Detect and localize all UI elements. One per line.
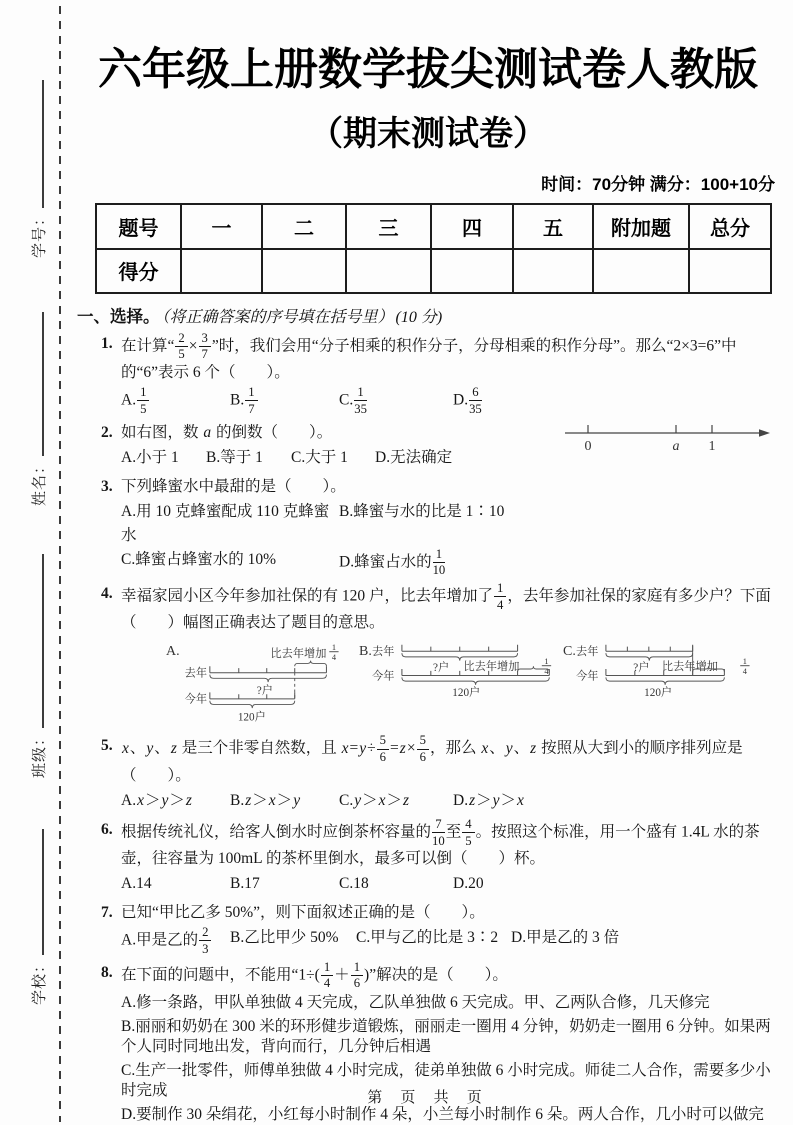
option: D.甲是乙的 3 倍	[511, 929, 620, 947]
section-heading-title: 一、选择。	[77, 306, 160, 326]
option: C.生产一批零件，师傅单独做 4 小时完成，徒弟单独做 6 小时完成。师徒二人合作，需要多少小时完成	[121, 1061, 771, 1100]
math-variable: z	[530, 739, 537, 757]
number-line-figure	[563, 417, 777, 463]
option: B.丽丽和奶奶在 300 米的环形健步道锻炼，丽丽走一圈用 4 分钟，奶奶走一圈用 6 分钟。如果两个人同时同地出发，背向而行，几分钟后相遇	[121, 1017, 771, 1056]
math-variable: y	[354, 791, 362, 809]
fraction-denominator: 4	[323, 976, 331, 991]
option: D. $\frac{6}{35}$	[453, 385, 482, 416]
diagram-label: 4	[743, 667, 748, 677]
question-body: 幸福家园小区今年参加社保的有 120 户，比去年增加了 $\frac{1}{4}$ ，去年参加社保的家庭有多少户？下面（ ）幅图正确表达了题目的意思。	[121, 581, 771, 632]
question	[75, 818, 777, 896]
diagram-label: 120户	[452, 687, 481, 700]
option-row	[121, 386, 777, 415]
fraction-numerator: 7	[432, 818, 445, 833]
diagram-label: 120户	[644, 687, 673, 700]
fraction	[432, 548, 447, 577]
score-table-blank-cell	[262, 249, 346, 293]
option: B.蜂蜜与水的比是 1∶10	[339, 502, 505, 520]
fraction	[174, 332, 188, 361]
fraction-denominator: 4	[497, 597, 504, 612]
diagram-label: ?户	[633, 662, 650, 675]
fraction-numerator: 1	[494, 582, 506, 597]
score-table-blank-cell	[431, 249, 513, 293]
math-variable: a	[203, 423, 212, 441]
fraction-denominator: 3	[202, 941, 209, 956]
fraction-denominator: 35	[354, 401, 367, 416]
fraction	[198, 332, 212, 361]
question-number: 5.	[101, 737, 113, 755]
fraction	[136, 386, 150, 415]
diagram-label: C.	[563, 644, 577, 660]
sidebar-field-label: 姓名：	[32, 457, 48, 506]
sidebar-field-class	[29, 554, 51, 778]
tape-diagram-b	[359, 637, 563, 729]
diagram-label: 去年	[576, 646, 599, 659]
question-number: 6.	[101, 820, 113, 838]
diagram-label: ?户	[256, 685, 273, 698]
fraction-denominator: 5	[178, 347, 185, 362]
question-body: x、y、z 是三个非零自然数，且 x=y÷ $\frac{5}{6}$ =z× $\frac{5}{6}$ ，那么 x、y、z 按照从大到小的顺序排列应是（ ）。	[121, 733, 743, 784]
fraction-numerator: 1	[351, 961, 363, 976]
diagram-label: 今年	[576, 670, 599, 683]
fraction-numerator: 5	[417, 734, 429, 749]
fraction	[198, 926, 212, 955]
question	[75, 421, 777, 470]
fraction	[353, 386, 368, 415]
sidebar-dashed-divider	[59, 6, 61, 1122]
option: B.z＞x＞y	[230, 791, 301, 809]
option: A.修一条路，甲队单独做 4 天完成，乙队单独做 6 天完成。甲、乙两队合修，几天修完	[121, 994, 710, 1012]
question-number: 8.	[101, 963, 113, 981]
score-table-label-cell: 得分	[96, 249, 181, 293]
section-one-heading	[77, 303, 781, 327]
option-row	[121, 872, 777, 896]
diagram-label: ?户	[433, 662, 450, 675]
option: C.18	[339, 875, 369, 893]
question-body: 如右图，数 a 的倒数（ ）。	[121, 423, 333, 441]
math-variable: x	[378, 791, 386, 809]
score-table-header-cell: 题号	[96, 204, 181, 249]
page-footer: 第 页 共 页	[367, 1089, 489, 1106]
sidebar-field-school	[29, 829, 51, 1005]
score-table-blank-cell	[513, 249, 593, 293]
sidebar-field-label: 学校：	[32, 956, 48, 1005]
option: D.无法确定	[375, 448, 453, 466]
diagram-label: 1	[708, 438, 716, 454]
fraction	[350, 961, 364, 990]
score-table-header-cell: 二	[262, 204, 346, 249]
question-list	[75, 332, 781, 1125]
question-body: 已知“甲比乙多 50%”，则下面叙述正确的是（ ）。	[121, 904, 485, 922]
math-variable: z	[399, 739, 406, 757]
question	[75, 475, 777, 577]
option: A.甲是乙的 $\frac{2}{3}$	[121, 926, 230, 955]
fraction-denominator: 10	[432, 563, 446, 578]
sidebar-field-label: 学号：	[32, 209, 48, 258]
fraction	[493, 582, 507, 611]
time-and-score-info: 时间：70分钟 满分：100+10分	[541, 174, 775, 194]
diagram-label: 比去年增加	[463, 661, 520, 674]
tape-diagram-c	[563, 637, 777, 729]
math-variable: y	[492, 791, 500, 809]
question-body: 在计算“ $\frac{2}{5}$ × $\frac{3}{7}$ ”时，我们会用“分子相乘的积作分子，分母相乘的积作分母”。那么“2×3=6”中的“6”表示 6 个（ ）。	[121, 330, 737, 382]
diagram-label: A.	[166, 644, 180, 660]
math-variable: z	[469, 791, 476, 809]
diagram-label: 比去年增加	[662, 661, 719, 674]
math-variable: z	[170, 739, 177, 757]
math-variable: x	[268, 791, 276, 809]
option: C.大于 1	[291, 448, 348, 466]
fraction-numerator: 2	[199, 926, 211, 941]
fraction-denominator: 7	[248, 401, 255, 416]
option: D.蜂蜜占水的 $\frac{1}{10}$	[339, 546, 446, 578]
question-number: 1.	[101, 334, 113, 352]
question	[75, 901, 777, 955]
fraction-numerator: 1	[321, 961, 333, 976]
diagram-label: 去年	[184, 667, 208, 680]
question	[75, 734, 777, 812]
fraction-numerator: 1	[137, 386, 149, 401]
option: B.等于 1	[206, 448, 263, 466]
option: D.20	[453, 875, 484, 893]
diagram-label: 1	[743, 657, 748, 667]
math-variable: x	[122, 739, 129, 757]
number-line-svg	[563, 417, 777, 455]
diagram-label: 1	[544, 657, 549, 667]
fraction-denominator: 7	[201, 347, 208, 362]
fraction-denominator: 6	[379, 750, 387, 765]
fraction	[320, 961, 334, 990]
score-table-blank-cell	[181, 249, 262, 293]
score-table-blank-cell	[689, 249, 771, 293]
option: A.14	[121, 875, 152, 893]
paper-title: 六年级上册数学拔尖测试卷人教版	[98, 45, 758, 94]
score-table-header-cell: 三	[346, 204, 431, 249]
option: C.甲与乙的比是 3∶2	[356, 929, 499, 947]
diagram-label: 今年	[184, 693, 208, 706]
question-body: 根据传统礼仪，给客人倒水时应倒茶杯容量的 $\frac{7}{10}$ 至 $\frac{4}{5}$ 。按照这个标准，用一个盛有 1.4L 水的茶壶，往容量为 100mL 的茶杯里倒水，最多可以倒（ ）杯。	[121, 816, 760, 868]
option: C. $\frac{1}{35}$	[339, 385, 367, 416]
fraction-numerator: 1	[433, 548, 446, 563]
option: A.用 10 克蜂蜜配成 110 克蜂蜜水	[121, 502, 330, 544]
score-table-header-cell: 四	[431, 204, 513, 249]
diagram-label: 0	[584, 438, 592, 454]
option-row	[121, 789, 777, 813]
math-variable: y	[146, 739, 154, 757]
question-body: 下列蜂蜜水中最甜的是（ ）。	[121, 477, 346, 495]
sidebar-fill-line	[29, 80, 44, 208]
paper-subtitle: （期末测试卷）	[309, 115, 547, 154]
diagram-label: a	[672, 438, 680, 454]
fraction-denominator: 35	[469, 401, 482, 416]
option: C.y＞x＞z	[339, 791, 410, 809]
option: B.乙比甲少 50%	[230, 929, 339, 947]
score-table-header-cell: 一	[181, 204, 262, 249]
fraction	[461, 818, 475, 847]
fraction-numerator: 6	[469, 386, 482, 401]
option: B.17	[230, 875, 260, 893]
option-row	[121, 926, 777, 955]
math-variable: z	[185, 791, 192, 809]
math-variable: y	[293, 791, 301, 809]
math-variable: x	[341, 739, 349, 757]
sidebar-fill-line	[29, 554, 44, 728]
fraction-denominator: 6	[353, 976, 361, 991]
math-variable: z	[245, 791, 252, 809]
math-variable: x	[517, 791, 524, 809]
fraction-denominator: 5	[140, 401, 147, 416]
fraction-numerator: 4	[462, 818, 474, 833]
score-table-header-cell: 总分	[689, 204, 771, 249]
question-number: 4.	[101, 585, 113, 602]
fraction-numerator: 3	[199, 332, 211, 347]
fraction-denominator: 6	[419, 750, 426, 765]
fraction	[468, 386, 483, 415]
math-variable: z	[403, 791, 410, 809]
score-table-header-cell: 五	[513, 204, 593, 249]
option: D.z＞y＞x	[453, 791, 524, 809]
option: A.小于 1	[121, 448, 179, 466]
diagram-label: 今年	[372, 670, 395, 683]
fraction-numerator: 2	[175, 332, 187, 347]
question-number: 2.	[101, 423, 113, 441]
math-variable: y	[505, 739, 513, 757]
sidebar-fill-line	[29, 312, 44, 456]
paper-main-column	[75, 0, 781, 1125]
tape-diagram-a	[166, 637, 359, 729]
fraction-numerator: 1	[245, 386, 257, 401]
fraction	[376, 734, 390, 763]
diagram-label: 4	[544, 667, 549, 677]
fraction	[431, 818, 446, 847]
question	[75, 332, 777, 416]
option: B. $\frac{1}{7}$	[230, 386, 339, 415]
section-heading-points: (10 分)	[395, 308, 443, 326]
sidebar-field-student-number	[29, 80, 51, 258]
question-number: 3.	[101, 477, 113, 495]
diagram-label: 1	[331, 643, 337, 653]
score-table-blank-cell	[346, 249, 431, 293]
sidebar-fill-line	[29, 829, 44, 955]
option: C.蜂蜜占蜂蜜水的 10%	[121, 550, 277, 568]
score-table	[95, 203, 772, 294]
question-body: 在下面的问题中，不能用“1÷( $\frac{1}{4}$ ＋ $\frac{1}{6}$ )”解决的是（ ）。	[121, 959, 508, 991]
fraction	[244, 386, 258, 415]
section-heading-instruction: （将正确答案的序号填在括号里）	[161, 308, 394, 326]
math-variable: x	[481, 739, 489, 757]
question-number: 7.	[101, 904, 113, 922]
option: A. $\frac{1}{5}$	[121, 386, 230, 415]
fraction-numerator: 5	[377, 734, 389, 749]
diagram-label: 120户	[237, 711, 266, 724]
sidebar-field-label: 班级：	[32, 729, 48, 778]
option-row	[121, 446, 581, 470]
math-variable: x	[137, 791, 144, 809]
diagram-label: 比去年增加	[270, 648, 327, 661]
fraction-denominator: 10	[432, 833, 445, 848]
question	[75, 582, 777, 729]
math-variable: y	[161, 791, 169, 809]
tape-diagram-row	[166, 637, 777, 729]
score-table-header-cell: 附加题	[593, 204, 689, 249]
option: A.x＞y＞z	[121, 791, 192, 809]
option-row	[121, 500, 777, 577]
sidebar-field-student-name	[29, 312, 51, 506]
fraction-numerator: 1	[354, 386, 367, 401]
math-variable: y	[359, 739, 367, 757]
diagram-label: B.	[359, 644, 372, 660]
diagram-label: 去年	[372, 646, 395, 659]
fraction	[416, 734, 430, 763]
option: D.要制作 30 朵绢花，小红每小时制作 4 朵，小兰每小时制作 6 朵。两人合作，几小时可以做完	[121, 1105, 764, 1123]
fraction-denominator: 5	[465, 833, 472, 848]
score-table-blank-cell	[593, 249, 689, 293]
diagram-label: 4	[331, 653, 337, 663]
